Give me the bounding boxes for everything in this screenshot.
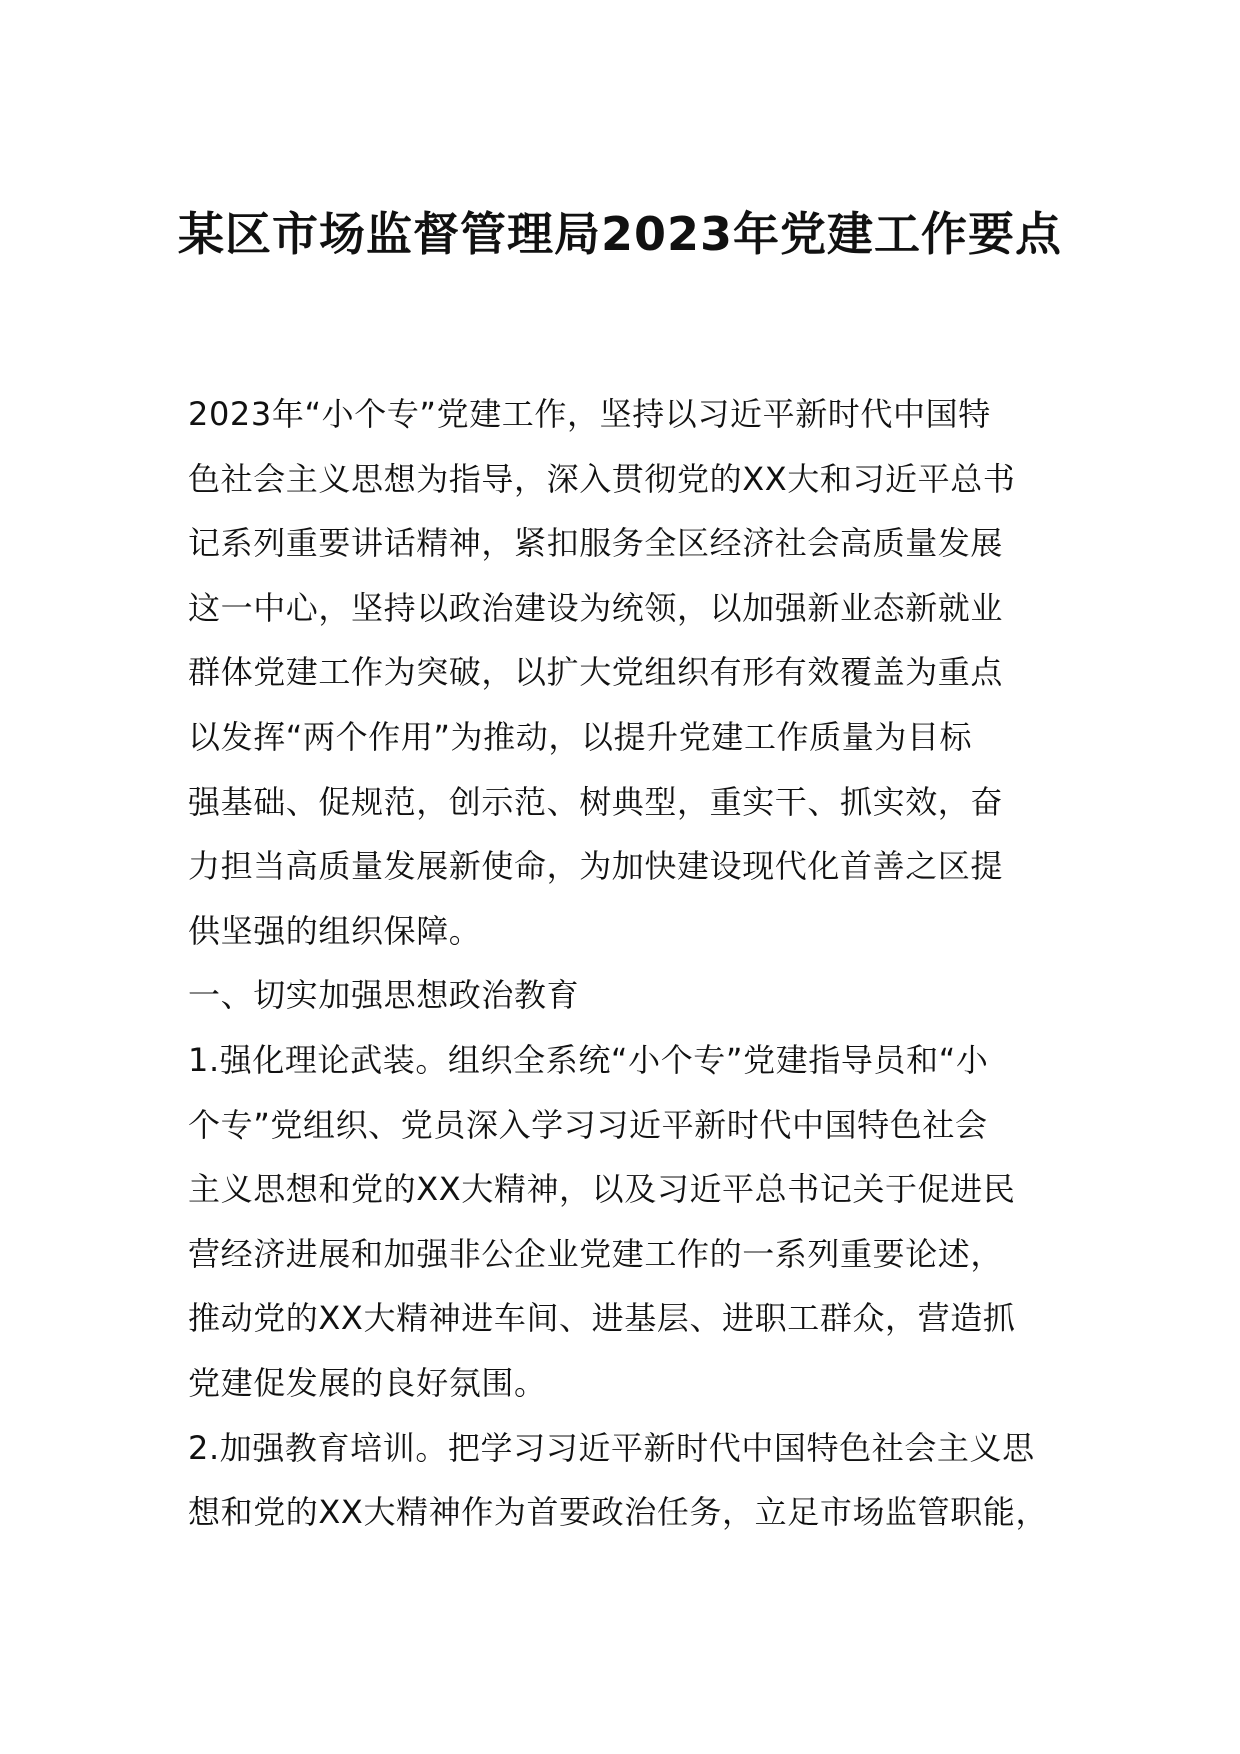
section-heading: 一、切实加强思想政治教育 — [188, 976, 580, 1015]
body-line: 记系列重要讲话精神，紧扣服务全区经济社会高质量发展 — [188, 524, 1004, 563]
body-line: 2.加强教育培训。把学习习近平新时代中国特色社会主义思 — [188, 1428, 1035, 1467]
body-line: 营经济进展和加强非公企业党建工作的一系列重要论述， — [188, 1234, 1004, 1273]
body-line: 2023年“小个专”党建工作，坚持以习近平新时代中国特 — [188, 395, 991, 433]
body-line: 主义思想和党的XX大精神，以及习近平总书记关于促进民 — [188, 1170, 1016, 1209]
body-line: 强基础、促规范，创示范、树典型，重实干、抓实效，奋 — [188, 782, 1004, 821]
body-line: 想和党的XX大精神作为首要政治任务，立足市场监管职能， — [188, 1493, 1049, 1532]
body-line: 党建促发展的良好氛围。 — [188, 1363, 547, 1402]
body-line: 以发挥“两个作用”为推动，以提升党建工作质量为目标 — [188, 717, 973, 756]
body-line: 群体党建工作为突破，以扩大党组织有形有效覆盖为重点 — [188, 653, 1004, 692]
document-title: 某区市场监督管理局2023年党建工作要点 — [177, 207, 1063, 261]
body-line: 力担当高质量发展新使命，为加快建设现代化首善之区提 — [188, 847, 1004, 886]
body-line: 这一中心，坚持以政治建设为统领，以加强新业态新就业 — [188, 588, 1004, 627]
body-line: 色社会主义思想为指导，深入贯彻党的XX大和习近平总书 — [188, 459, 1016, 498]
body-line: 个专”党组织、党员深入学习习近平新时代中国特色社会 — [188, 1105, 988, 1144]
body-line: 供坚强的组织保障。 — [188, 911, 482, 950]
document-body — [188, 382, 1088, 1545]
body-line: 推动党的XX大精神进车间、进基层、进职工群众，营造抓 — [188, 1299, 1016, 1338]
body-line: 1.强化理论武装。组织全系统“小个专”党建指导员和“小 — [188, 1040, 989, 1079]
